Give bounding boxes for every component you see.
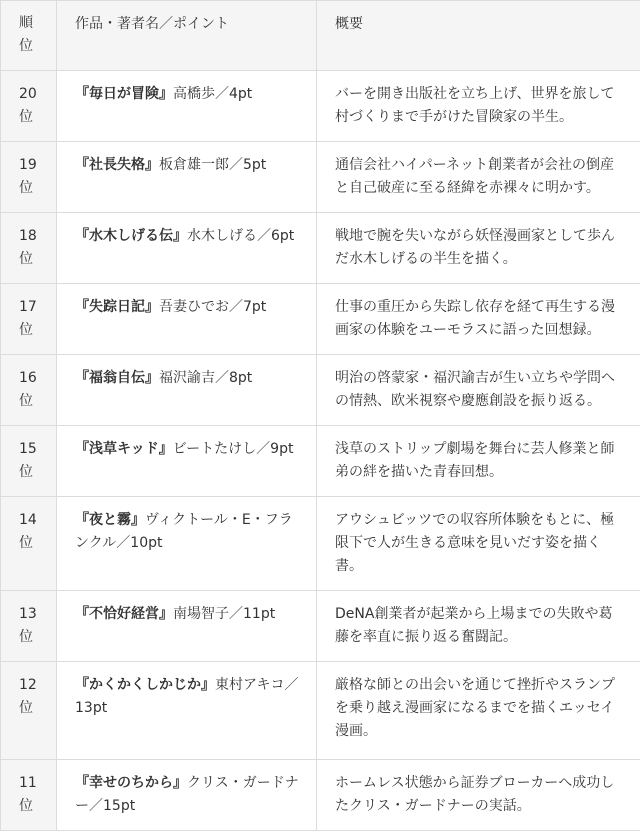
rank-cell (1, 71, 57, 142)
table-row (1, 426, 640, 497)
rank-number: 20 (19, 86, 37, 102)
summary-cell: 厳格な師との出会いを通じて挫折やスランプを乗り越え漫画家になるまでを描くエッセイ漫画。 (317, 662, 640, 760)
rank-unit: 位 (19, 393, 33, 409)
author-points: 水木しげる／6pt (187, 228, 294, 244)
rank-unit: 位 (19, 629, 33, 645)
work-cell (57, 213, 317, 284)
summary-cell: 明治の啓蒙家・福沢諭吉が生い立ちや学問への情熱、欧米視察や慶應創設を振り返る。 (317, 355, 640, 426)
rank-number: 13 (19, 606, 37, 622)
author-points: ヴィクトール・E・フランクル／10pt (75, 512, 293, 551)
table-row (1, 662, 640, 760)
rank-number: 11 (19, 775, 37, 791)
work-cell (57, 71, 317, 142)
book-title: 『毎日が冒険』 (75, 86, 173, 102)
rank-cell (1, 591, 57, 662)
rank-unit: 位 (19, 109, 33, 125)
rank-unit: 位 (19, 322, 33, 338)
book-title: 『水木しげる伝』 (75, 228, 187, 244)
book-title: 『社長失格』 (75, 157, 159, 173)
author-points: 高橋歩／4pt (173, 86, 252, 102)
rank-unit: 位 (19, 180, 33, 196)
author-points: 東村アキコ／13pt (75, 677, 298, 716)
rank-cell (1, 760, 57, 831)
work-cell (57, 497, 317, 591)
summary-cell: アウシュビッツでの収容所体験をもとに、極限下で人が生きる意味を見いだす姿を描く書。 (317, 497, 640, 591)
header-work: 作品・著者名／ポイント (57, 1, 317, 71)
book-title: 『福翁自伝』 (75, 370, 159, 386)
author-points: 南場智子／11pt (173, 606, 275, 622)
table-row (1, 142, 640, 213)
rank-number: 19 (19, 157, 37, 173)
rank-cell (1, 142, 57, 213)
summary-cell: バーを開き出版社を立ち上げ、世界を旅して村づくりまで手がけた冒険家の半生。 (317, 71, 640, 142)
table-row (1, 355, 640, 426)
rank-number: 15 (19, 441, 37, 457)
rank-unit: 位 (19, 464, 33, 480)
book-title: 『かくかくしかじか』 (75, 677, 215, 693)
table-row (1, 284, 640, 355)
work-cell (57, 760, 317, 831)
table-row (1, 760, 640, 831)
author-points: 吾妻ひでお／7pt (159, 299, 266, 315)
book-title: 『不恰好経営』 (75, 606, 173, 622)
table-row (1, 591, 640, 662)
book-title: 『夜と霧』 (75, 512, 145, 528)
work-cell (57, 426, 317, 497)
table-row (1, 497, 640, 591)
rank-unit: 位 (19, 798, 33, 814)
rank-number: 16 (19, 370, 37, 386)
work-cell (57, 142, 317, 213)
rank-number: 12 (19, 677, 37, 693)
rank-unit: 位 (19, 535, 33, 551)
rank-cell (1, 355, 57, 426)
work-cell (57, 591, 317, 662)
rank-number: 18 (19, 228, 37, 244)
work-cell (57, 284, 317, 355)
rank-number: 17 (19, 299, 37, 315)
work-cell (57, 355, 317, 426)
rank-unit: 位 (19, 700, 33, 716)
table-row (1, 213, 640, 284)
rank-cell (1, 213, 57, 284)
book-title: 『失踪日記』 (75, 299, 159, 315)
rank-cell (1, 284, 57, 355)
author-points: 板倉雄一郎／5pt (159, 157, 266, 173)
rank-cell (1, 662, 57, 760)
author-points: 福沢諭吉／8pt (159, 370, 252, 386)
summary-cell: 仕事の重圧から失踪し依存を経て再生する漫画家の体験をユーモラスに語った回想録。 (317, 284, 640, 355)
rank-unit: 位 (19, 251, 33, 267)
header-summary: 概要 (317, 1, 640, 71)
author-points: ビートたけし／9pt (173, 441, 294, 457)
rank-number: 14 (19, 512, 37, 528)
book-title: 『浅草キッド』 (75, 441, 173, 457)
table-header-row (1, 1, 640, 71)
rank-cell (1, 497, 57, 591)
header-rank: 順位 (1, 1, 57, 71)
rank-cell (1, 426, 57, 497)
summary-cell: DeNA創業者が起業から上場までの失敗や葛藤を率直に振り返る奮闘記。 (317, 591, 640, 662)
author-points: クリス・ガードナー／15pt (75, 775, 299, 814)
book-title: 『幸せのちから』 (75, 775, 187, 791)
work-cell (57, 662, 317, 760)
summary-cell: 通信会社ハイパーネット創業者が会社の倒産と自己破産に至る経緯を赤裸々に明かす。 (317, 142, 640, 213)
summary-cell: ホームレス状態から証券ブローカーへ成功したクリス・ガードナーの実話。 (317, 760, 640, 831)
table-row (1, 71, 640, 142)
summary-cell: 浅草のストリップ劇場を舞台に芸人修業と師弟の絆を描いた青春回想。 (317, 426, 640, 497)
summary-cell: 戦地で腕を失いながら妖怪漫画家として歩んだ水木しげるの半生を描く。 (317, 213, 640, 284)
